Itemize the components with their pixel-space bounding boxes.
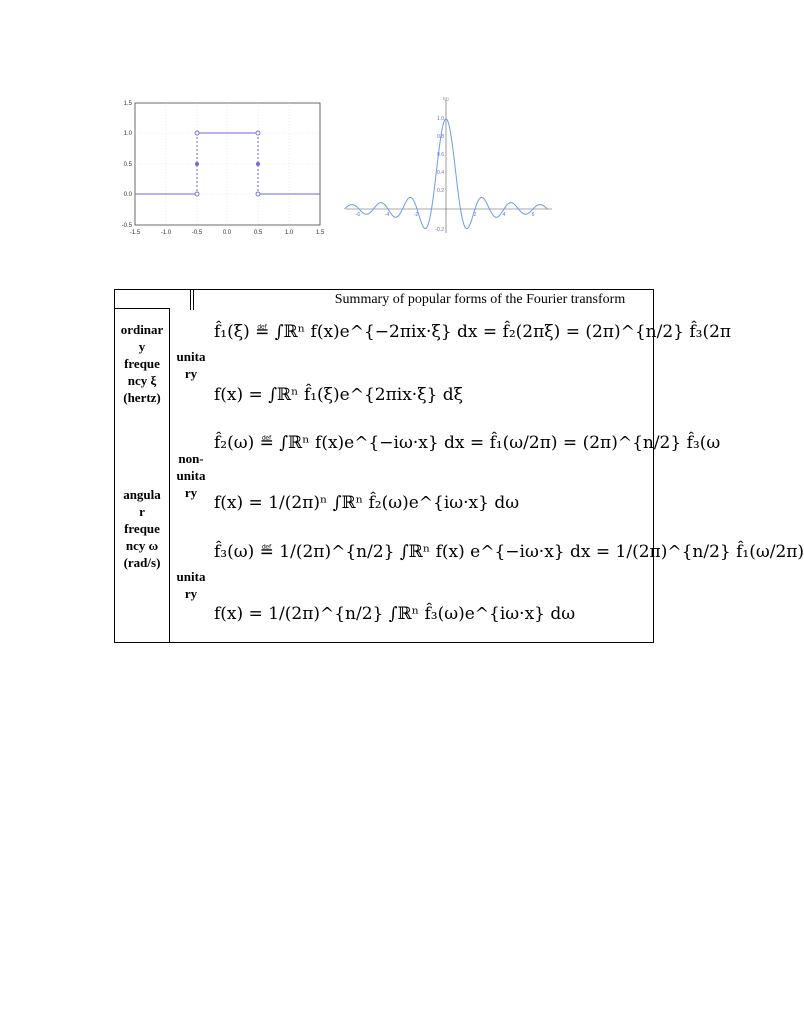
fourier-summary-table <box>114 289 804 643</box>
rect-x-tick: 1.5 <box>315 230 325 236</box>
sinc-y-tick: 0.4 <box>437 170 444 176</box>
sinc-y-tick: 0.6 <box>437 152 444 158</box>
sinc-y-tick: 1.0 <box>437 116 444 122</box>
sinc-x-tick: -2 <box>413 212 419 218</box>
rect-x-tick: -1.0 <box>160 230 172 236</box>
formula-f-from-f1: f(x) = ∫ℝⁿ f̂₁(ξ)e^{2πix·ξ} dξ <box>214 385 464 405</box>
sinc-x-tick: 6 <box>531 212 535 218</box>
rect-x-tick: -1.5 <box>129 230 141 236</box>
rect-y-tick: 0.0 <box>123 192 132 198</box>
rect-y-tick: -0.5 <box>121 223 132 229</box>
sinc-x-tick: 2 <box>473 212 477 218</box>
sinc-function-plot <box>340 95 558 240</box>
row-header-ordinary-frequency: ordinar y freque ncy ξ (hertz) <box>120 322 164 405</box>
rect-y-tick: 1.5 <box>123 101 132 107</box>
rect-y-tick: 1.0 <box>123 131 132 137</box>
rect-x-tick: 0.0 <box>222 230 232 236</box>
formula-f2-hat: f̂₂(ω) ≝ ∫ℝⁿ f(x)e^{−iω·x} dx = f̂₁(ω/2π) = (2π)^{n/2} f̂₃(ω <box>214 433 721 453</box>
table-caption: Summary of popular forms of the Fourier transform <box>334 292 626 307</box>
sinc-y-tick: 0.8 <box>437 134 444 140</box>
rect-function-plot <box>120 95 325 240</box>
sinc-y-axis-label: f̂(ξ) <box>443 96 449 101</box>
sub-header-unitary: unita ry <box>176 349 206 381</box>
sub-header-non-unitary: non- unita ry <box>176 451 206 500</box>
rect-y-tick: 0.5 <box>123 162 132 168</box>
sinc-y-tick: 0.2 <box>437 188 444 194</box>
formula-f3-hat: f̂₃(ω) ≝ 1/(2π)^{n/2} ∫ℝⁿ f(x) e^{−iω·x} dx = 1/(2π)^{n/2} f̂₁(ω/2π) <box>214 542 804 562</box>
sub-header-unitary: unita ry <box>176 569 206 601</box>
formula-f-from-f2: f(x) = 1/(2π)ⁿ ∫ℝⁿ f̂₂(ω)e^{iω·x} dω <box>214 493 520 513</box>
sinc-x-tick: -4 <box>384 212 390 218</box>
formula-f-from-f3: f(x) = 1/(2π)^{n/2} ∫ℝⁿ f̂₃(ω)e^{iω·x} dω <box>214 604 576 624</box>
sinc-x-tick: 4 <box>502 212 506 218</box>
rect-x-tick: 1.0 <box>284 230 294 236</box>
row-header-angular-frequency: angula r freque ncy ω (rad/s) <box>123 487 161 570</box>
rect-x-tick: -0.5 <box>191 230 203 236</box>
rect-x-tick: 0.5 <box>253 230 263 236</box>
formula-f1-hat: f̂₁(ξ) ≝ ∫ℝⁿ f(x)e^{−2πix·ξ} dx = f̂₂(2πξ) = (2π)^{n/2} f̂₃(2π <box>214 322 732 342</box>
sinc-y-tick: -0.2 <box>435 227 444 233</box>
sinc-x-tick: -6 <box>355 212 361 218</box>
